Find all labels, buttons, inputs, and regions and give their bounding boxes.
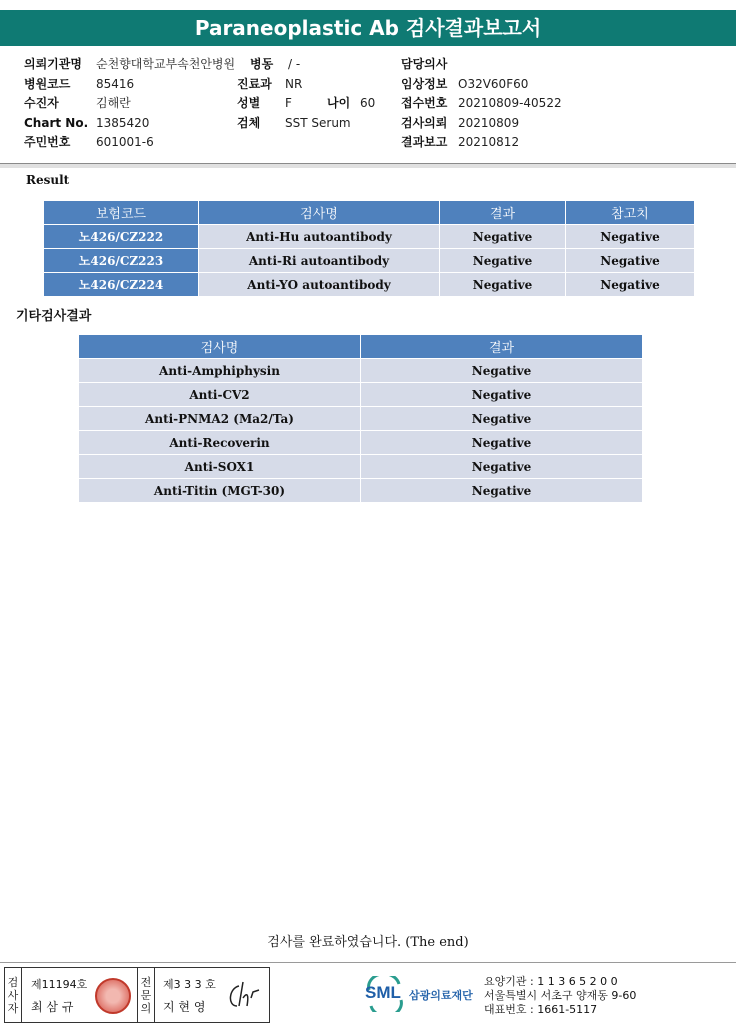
info-value: 20210809: [458, 115, 520, 130]
info-label: 임상정보: [401, 76, 448, 91]
org-code: 요양기관 : 1 1 3 6 5 2 0 0: [484, 975, 618, 988]
test-result: Negative: [361, 359, 643, 383]
test-result: Negative: [440, 273, 566, 297]
reference-value: Negative: [566, 225, 695, 249]
table-row: [79, 431, 643, 455]
test-result: Negative: [361, 383, 643, 407]
examiner-license: 제11194호: [31, 978, 88, 991]
info-row: [24, 75, 235, 95]
test-result: Negative: [440, 225, 566, 249]
column-header: 검사명: [199, 201, 440, 225]
info-value: 순천향대학교부속천안병원: [96, 57, 236, 71]
table-row: [79, 359, 643, 383]
specialist-label: 전문의: [137, 968, 155, 1022]
end-message: 검사를 완료하였습니다. (The end): [267, 935, 469, 950]
info-row: [24, 114, 235, 134]
header-col2: [237, 75, 375, 134]
result-label: Result: [26, 173, 70, 187]
examiner-name: 최 삼 규: [31, 1000, 74, 1014]
sex-value: F: [285, 96, 292, 110]
sml-logo: [365, 976, 480, 1016]
test-name: Anti-Ri autoantibody: [199, 249, 440, 273]
table-row: [79, 383, 643, 407]
column-header: 결과: [440, 201, 566, 225]
header-col3: [401, 55, 562, 153]
table-row: [44, 249, 695, 273]
test-name: Anti-YO autoantibody: [199, 273, 440, 297]
org-name: 삼광의료재단: [409, 989, 473, 1002]
age-value: 60: [360, 96, 376, 110]
info-label: Chart No.: [24, 115, 89, 130]
column-header: 보험코드: [44, 201, 199, 225]
specimen-label: 검체: [237, 115, 261, 130]
info-row: [24, 133, 235, 153]
column-header: 검사명: [79, 335, 361, 359]
table-row: [79, 407, 643, 431]
info-value: O32V60F60: [458, 76, 529, 91]
ward-field: [250, 55, 300, 75]
dept-value: NR: [285, 76, 303, 91]
test-name: Anti-Recoverin: [79, 431, 361, 455]
reference-value: Negative: [566, 273, 695, 297]
org-phone: 대표번호 : 1661-5117: [484, 1003, 598, 1016]
info-label: 의뢰기관명: [24, 57, 82, 71]
main-result-table: [43, 200, 695, 297]
table-row: [44, 273, 695, 297]
test-name: Anti-Titin (MGT-30): [79, 479, 361, 503]
test-name: Anti-PNMA2 (Ma2/Ta): [79, 407, 361, 431]
info-value: 601001-6: [96, 135, 154, 149]
info-label: 주민번호: [24, 135, 71, 149]
signature: [225, 980, 263, 1010]
insurance-code: 노426/CZ223: [44, 249, 199, 273]
insurance-code: 노426/CZ224: [44, 273, 199, 297]
header-col1: [24, 55, 235, 153]
info-value: 20210812: [458, 135, 520, 149]
info-label: 접수번호: [401, 96, 448, 110]
test-name: Anti-Hu autoantibody: [199, 225, 440, 249]
info-label: 검사의뢰: [401, 115, 448, 130]
test-name: Anti-SOX1: [79, 455, 361, 479]
test-name: Anti-Amphiphysin: [79, 359, 361, 383]
seal-stamp: [95, 978, 131, 1014]
age-label: 나이: [327, 96, 351, 110]
info-value: 김해란: [96, 96, 131, 110]
dept-label: 진료과: [237, 76, 272, 91]
sex-label: 성별: [237, 96, 261, 110]
insurance-code: 노426/CZ222: [44, 225, 199, 249]
report-title: Paraneoplastic Ab 검사결과보고서: [0, 10, 736, 46]
info-label: 결과보고: [401, 135, 448, 149]
test-result: Negative: [361, 479, 643, 503]
info-label: 담당의사: [401, 57, 448, 71]
info-value: 1385420: [96, 115, 150, 130]
footer-divider: [0, 962, 736, 963]
test-result: Negative: [361, 407, 643, 431]
org-address: 서울특별시 서초구 양재동 9-60: [484, 989, 637, 1002]
column-header: 결과: [361, 335, 643, 359]
specialist-license: 제3 3 3 호: [163, 978, 216, 991]
table-row: [44, 225, 695, 249]
table-header-row: [79, 335, 643, 359]
column-header: 참고치: [566, 201, 695, 225]
ward-label: 병동: [250, 57, 274, 71]
examiner-label: 검사자: [5, 968, 22, 1022]
specialist-name: 지 현 영: [163, 1000, 206, 1014]
ward-value: / -: [288, 57, 301, 71]
signature-box: [4, 967, 270, 1023]
reference-value: Negative: [566, 249, 695, 273]
info-value: 85416: [96, 76, 135, 91]
logo-text: SML: [365, 983, 401, 1002]
info-row: [24, 55, 235, 75]
header-band: [0, 164, 736, 168]
org-info: [484, 975, 636, 1017]
info-row: [24, 94, 235, 114]
etc-result-table: [78, 334, 643, 503]
table-header-row: [44, 201, 695, 225]
info-label: 병원코드: [24, 76, 71, 91]
test-result: Negative: [440, 249, 566, 273]
etc-results-label: 기타검사결과: [16, 309, 92, 324]
test-name: Anti-CV2: [79, 383, 361, 407]
test-result: Negative: [361, 431, 643, 455]
table-row: [79, 479, 643, 503]
info-label: 수진자: [24, 96, 59, 110]
test-result: Negative: [361, 455, 643, 479]
table-row: [79, 455, 643, 479]
info-value: 20210809-40522: [458, 96, 562, 110]
specimen-value: SST Serum: [285, 115, 351, 130]
